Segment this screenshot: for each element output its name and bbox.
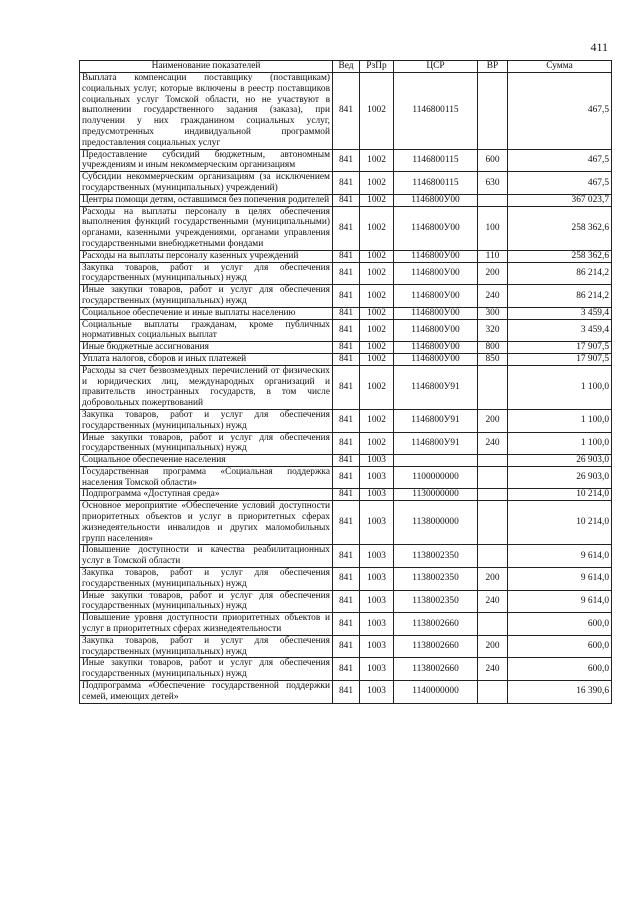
row-sum: 3 459,4 xyxy=(508,319,612,342)
row-vr: 240 xyxy=(478,432,508,455)
row-ved: 841 xyxy=(333,466,360,489)
row-rzpr: 1002 xyxy=(360,285,394,308)
row-ved: 841 xyxy=(333,307,360,319)
row-vr xyxy=(478,489,508,501)
row-name: Иные закупки товаров, работ и услуг для обеспечения государственных (муниципальных) нужд xyxy=(80,658,333,681)
row-sum: 600,0 xyxy=(508,613,612,636)
row-vr: 300 xyxy=(478,307,508,319)
row-name: Уплата налогов, сборов и иных платежей xyxy=(80,353,333,365)
row-ved: 841 xyxy=(333,501,360,545)
table-row xyxy=(80,501,612,545)
row-name: Субсидии некоммерческим организациям (за исключением государственных (муниципальных) учреждений) xyxy=(80,172,333,195)
row-ved: 841 xyxy=(333,172,360,195)
row-name: Основное мероприятие «Обеспечение условий доступности приоритетных объектов и услуг в приоритетных сферах жизнедеятельности инвалидов и других маломобильных групп населения» xyxy=(80,501,333,545)
table-row xyxy=(80,250,612,262)
header-vr: ВР xyxy=(478,61,508,73)
row-rzpr: 1002 xyxy=(360,307,394,319)
row-csr: 1138002660 xyxy=(394,658,478,681)
header-ved: Вед xyxy=(333,61,360,73)
row-vr xyxy=(478,73,508,150)
row-sum: 16 390,6 xyxy=(508,681,612,704)
row-sum: 467,5 xyxy=(508,73,612,150)
table-body xyxy=(80,73,612,704)
row-ved: 841 xyxy=(333,149,360,172)
row-sum: 26 903,0 xyxy=(508,455,612,467)
row-rzpr: 1002 xyxy=(360,172,394,195)
row-vr: 200 xyxy=(478,568,508,591)
row-name: Социальные выплаты гражданам, кроме публичных нормативных социальных выплат xyxy=(80,319,333,342)
row-csr: 1146800У91 xyxy=(394,432,478,455)
row-csr: 1138002350 xyxy=(394,545,478,568)
row-vr: 600 xyxy=(478,149,508,172)
row-name: Социальное обеспечение и иные выплаты населению xyxy=(80,307,333,319)
row-sum: 1 100,0 xyxy=(508,365,612,409)
row-vr xyxy=(478,613,508,636)
header-name: Наименование показателей xyxy=(80,61,333,73)
table-row xyxy=(80,568,612,591)
row-name: Расходы на выплаты персоналу в целях обеспечения выполнения функций государственными (муниципальными) органами, казенными учреждениями, органами управления государственными внебюджетными фондами xyxy=(80,206,333,250)
row-ved: 841 xyxy=(333,489,360,501)
row-ved: 841 xyxy=(333,353,360,365)
row-name: Закупка товаров, работ и услуг для обеспечения государственных (муниципальных) нужд xyxy=(80,568,333,591)
row-vr: 200 xyxy=(478,262,508,285)
row-sum: 1 100,0 xyxy=(508,432,612,455)
row-ved: 841 xyxy=(333,545,360,568)
table-row xyxy=(80,172,612,195)
row-rzpr: 1002 xyxy=(360,319,394,342)
table-row xyxy=(80,466,612,489)
row-rzpr: 1003 xyxy=(360,590,394,613)
row-rzpr: 1002 xyxy=(360,432,394,455)
row-ved: 841 xyxy=(333,206,360,250)
row-sum: 367 023,7 xyxy=(508,194,612,206)
row-sum: 258 362,6 xyxy=(508,250,612,262)
row-ved: 841 xyxy=(333,432,360,455)
row-name: Иные бюджетные ассигнования xyxy=(80,342,333,354)
row-sum: 600,0 xyxy=(508,635,612,658)
row-sum: 9 614,0 xyxy=(508,545,612,568)
row-rzpr: 1003 xyxy=(360,568,394,591)
table-row xyxy=(80,194,612,206)
row-vr: 240 xyxy=(478,658,508,681)
row-name: Государственная программа «Социальная поддержка населения Томской области» xyxy=(80,466,333,489)
row-csr: 1146800У91 xyxy=(394,365,478,409)
row-rzpr: 1003 xyxy=(360,466,394,489)
row-csr: 1146800У00 xyxy=(394,250,478,262)
row-rzpr: 1002 xyxy=(360,365,394,409)
row-csr: 1146800У00 xyxy=(394,285,478,308)
row-name: Центры помощи детям, оставшимся без попечения родителей xyxy=(80,194,333,206)
row-name: Закупка товаров, работ и услуг для обеспечения государственных (муниципальных) нужд xyxy=(80,262,333,285)
row-sum: 1 100,0 xyxy=(508,409,612,432)
row-vr xyxy=(478,466,508,489)
row-ved: 841 xyxy=(333,613,360,636)
row-vr: 100 xyxy=(478,206,508,250)
row-sum: 17 907,5 xyxy=(508,353,612,365)
row-csr: 1146800У00 xyxy=(394,307,478,319)
row-csr: 1130000000 xyxy=(394,489,478,501)
row-rzpr: 1003 xyxy=(360,613,394,636)
row-ved: 841 xyxy=(333,285,360,308)
row-ved: 841 xyxy=(333,635,360,658)
row-vr: 110 xyxy=(478,250,508,262)
row-rzpr: 1003 xyxy=(360,489,394,501)
row-rzpr: 1002 xyxy=(360,342,394,354)
row-name: Подпрограмма «Доступная среда» xyxy=(80,489,333,501)
page-number: 411 xyxy=(590,40,608,54)
row-rzpr: 1002 xyxy=(360,73,394,150)
row-rzpr: 1003 xyxy=(360,501,394,545)
row-rzpr: 1002 xyxy=(360,149,394,172)
row-vr: 630 xyxy=(478,172,508,195)
row-csr: 1138002350 xyxy=(394,568,478,591)
row-ved: 841 xyxy=(333,365,360,409)
row-csr: 1100000000 xyxy=(394,466,478,489)
row-name: Выплата компенсации поставщику (поставщикам) социальных услуг, которые включены в реестр поставщиков социальных услуг Томской области, но не участвуют в выполнении государственного задания (заказа), при получении у них гражданином социальных услуг, предусмотренных индивидуальной программой предоставления социальных услуг xyxy=(80,73,333,150)
row-csr: 1138002660 xyxy=(394,613,478,636)
row-csr: 1146800У00 xyxy=(394,342,478,354)
header-csr: ЦСР xyxy=(394,61,478,73)
row-sum: 10 214,0 xyxy=(508,501,612,545)
table-row xyxy=(80,432,612,455)
row-sum: 3 459,4 xyxy=(508,307,612,319)
row-rzpr: 1003 xyxy=(360,658,394,681)
row-ved: 841 xyxy=(333,455,360,467)
row-name: Повышение уровня доступности приоритетных объектов и услуг в приоритетных сферах жизнедеятельности xyxy=(80,613,333,636)
row-sum: 26 903,0 xyxy=(508,466,612,489)
table-row xyxy=(80,409,612,432)
table-row xyxy=(80,635,612,658)
row-csr: 1138000000 xyxy=(394,501,478,545)
budget-table xyxy=(79,60,612,704)
table-row xyxy=(80,353,612,365)
row-ved: 841 xyxy=(333,409,360,432)
row-ved: 841 xyxy=(333,568,360,591)
row-name: Иные закупки товаров, работ и услуг для обеспечения государственных (муниципальных) нужд xyxy=(80,590,333,613)
row-sum: 86 214,2 xyxy=(508,262,612,285)
row-rzpr: 1002 xyxy=(360,250,394,262)
row-ved: 841 xyxy=(333,319,360,342)
row-csr: 1138002350 xyxy=(394,590,478,613)
row-vr xyxy=(478,545,508,568)
row-sum: 9 614,0 xyxy=(508,590,612,613)
row-rzpr: 1003 xyxy=(360,545,394,568)
table-row xyxy=(80,319,612,342)
row-name: Иные закупки товаров, работ и услуг для обеспечения государственных (муниципальных) нужд xyxy=(80,285,333,308)
row-name: Закупка товаров, работ и услуг для обеспечения государственных (муниципальных) нужд xyxy=(80,409,333,432)
row-vr: 240 xyxy=(478,590,508,613)
table-row xyxy=(80,262,612,285)
table-row xyxy=(80,365,612,409)
row-sum: 86 214,2 xyxy=(508,285,612,308)
row-vr xyxy=(478,501,508,545)
row-vr: 240 xyxy=(478,285,508,308)
row-vr: 850 xyxy=(478,353,508,365)
row-csr: 1146800У00 xyxy=(394,353,478,365)
row-sum: 467,5 xyxy=(508,149,612,172)
row-ved: 841 xyxy=(333,658,360,681)
row-vr xyxy=(478,194,508,206)
row-ved: 841 xyxy=(333,342,360,354)
row-csr: 1138002660 xyxy=(394,635,478,658)
row-ved: 841 xyxy=(333,590,360,613)
row-csr: 1146800115 xyxy=(394,149,478,172)
row-vr xyxy=(478,455,508,467)
row-ved: 841 xyxy=(333,73,360,150)
table-row xyxy=(80,681,612,704)
row-sum: 600,0 xyxy=(508,658,612,681)
row-ved: 841 xyxy=(333,681,360,704)
row-name: Повышение доступности и качества реабилитационных услуг в Томской области xyxy=(80,545,333,568)
row-name: Социальное обеспечение населения xyxy=(80,455,333,467)
header-rzpr: РзПр xyxy=(360,61,394,73)
row-csr: 1146800115 xyxy=(394,172,478,195)
row-csr: 1146800У00 xyxy=(394,194,478,206)
row-name: Закупка товаров, работ и услуг для обеспечения государственных (муниципальных) нужд xyxy=(80,635,333,658)
row-name: Подпрограмма «Обеспечение государственной поддержки семей, имеющих детей» xyxy=(80,681,333,704)
row-ved: 841 xyxy=(333,250,360,262)
table-row xyxy=(80,489,612,501)
header-sum: Сумма xyxy=(508,61,612,73)
row-rzpr: 1003 xyxy=(360,681,394,704)
row-name: Предоставление субсидий бюджетным, автономным учреждениям и иным некоммерческим организациям xyxy=(80,149,333,172)
table-row xyxy=(80,307,612,319)
row-ved: 841 xyxy=(333,194,360,206)
row-sum: 467,5 xyxy=(508,172,612,195)
row-sum: 17 907,5 xyxy=(508,342,612,354)
row-rzpr: 1002 xyxy=(360,353,394,365)
row-rzpr: 1002 xyxy=(360,262,394,285)
row-csr: 1146800У91 xyxy=(394,409,478,432)
row-rzpr: 1002 xyxy=(360,206,394,250)
table-header-row xyxy=(80,61,612,73)
row-sum: 9 614,0 xyxy=(508,568,612,591)
table-row xyxy=(80,149,612,172)
row-csr: 1146800У00 xyxy=(394,206,478,250)
table-row xyxy=(80,73,612,150)
row-csr: 1140000000 xyxy=(394,681,478,704)
table-row xyxy=(80,658,612,681)
row-csr: 1146800У00 xyxy=(394,262,478,285)
table-row xyxy=(80,206,612,250)
table-row xyxy=(80,545,612,568)
row-vr xyxy=(478,365,508,409)
row-name: Расходы на выплаты персоналу казенных учреждений xyxy=(80,250,333,262)
table-row xyxy=(80,590,612,613)
row-rzpr: 1003 xyxy=(360,635,394,658)
row-rzpr: 1003 xyxy=(360,455,394,467)
row-sum: 258 362,6 xyxy=(508,206,612,250)
row-csr xyxy=(394,455,478,467)
row-rzpr: 1002 xyxy=(360,194,394,206)
row-csr: 1146800115 xyxy=(394,73,478,150)
row-vr: 200 xyxy=(478,635,508,658)
row-vr: 200 xyxy=(478,409,508,432)
row-vr: 800 xyxy=(478,342,508,354)
table-row xyxy=(80,342,612,354)
row-csr: 1146800У00 xyxy=(394,319,478,342)
table-row xyxy=(80,455,612,467)
row-rzpr: 1002 xyxy=(360,409,394,432)
row-vr: 320 xyxy=(478,319,508,342)
table-row xyxy=(80,613,612,636)
row-vr xyxy=(478,681,508,704)
row-sum: 10 214,0 xyxy=(508,489,612,501)
row-name: Расходы за счет безвозмездных перечислений от физических и юридических лиц, международных организаций и правительств иностранных государств, в том числе добровольных пожертвований xyxy=(80,365,333,409)
table-row xyxy=(80,285,612,308)
row-name: Иные закупки товаров, работ и услуг для обеспечения государственных (муниципальных) нужд xyxy=(80,432,333,455)
row-ved: 841 xyxy=(333,262,360,285)
